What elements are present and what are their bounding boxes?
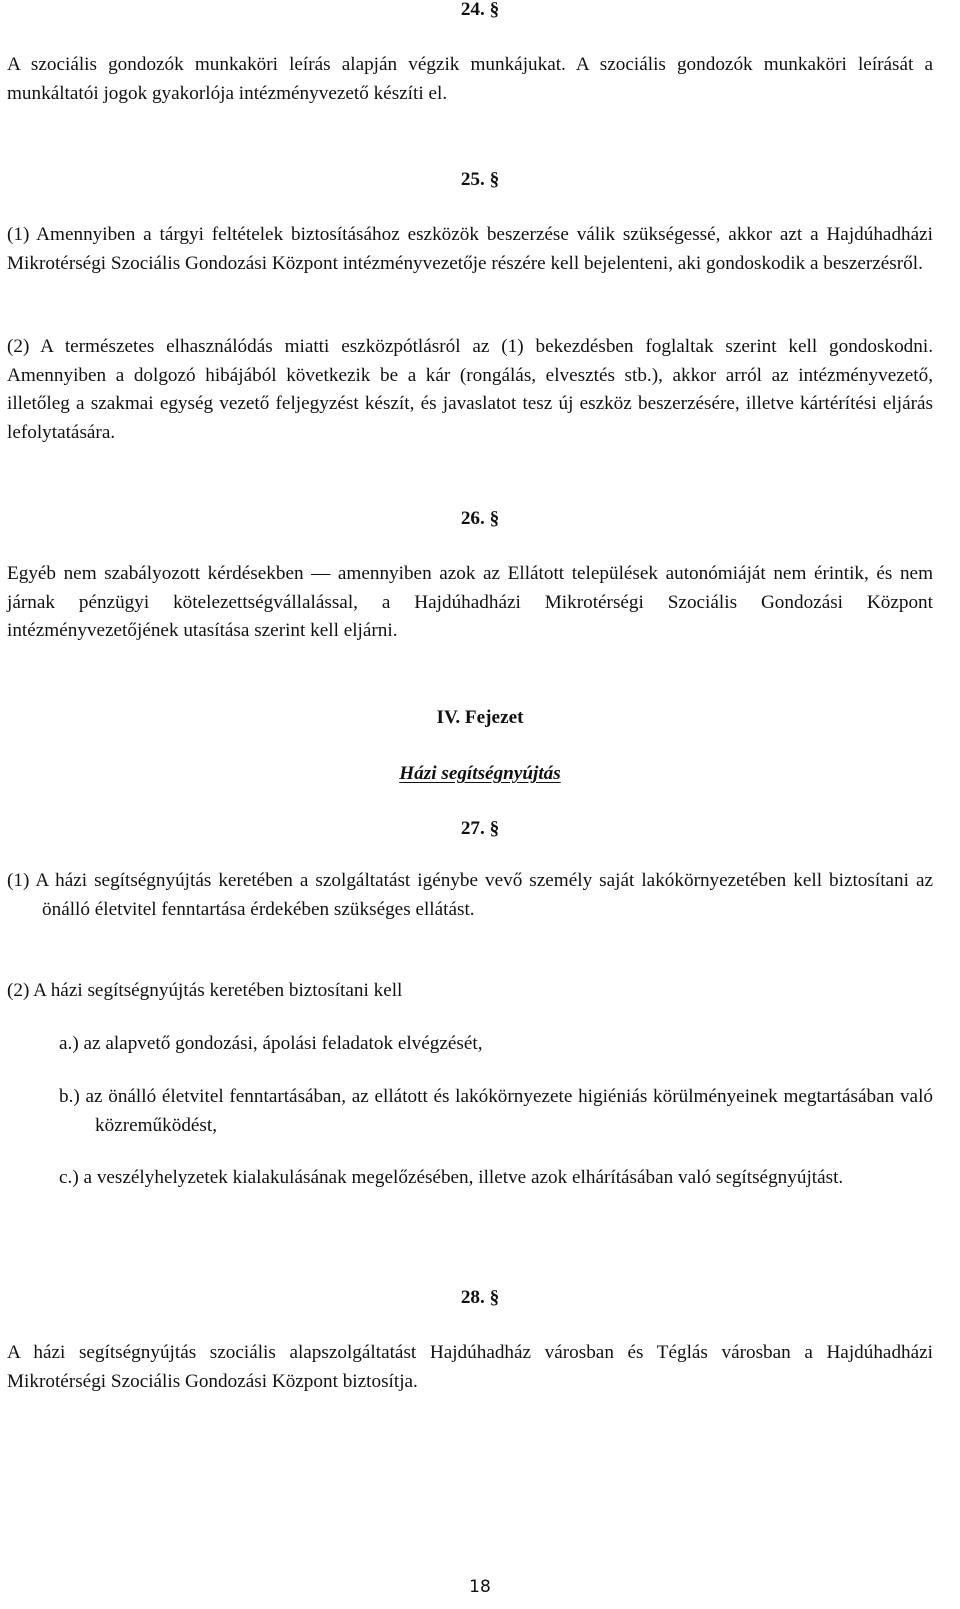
paragraph-27-2: (2) A házi segítségnyújtás keretében biztosítani kell [7,980,403,1001]
chapter-title: Házi segítségnyújtás [399,763,561,784]
list-item-b: b.) az önálló életvitel fenntartásában, az ellátott és lakókörnyezete higiéniás körülményeinek megtartásában való közreműködést, [59,1086,933,1136]
chapter-heading: IV. Fejezet [436,707,524,728]
section-heading-26: 26. § [460,508,500,529]
section-heading-24: 24. § [460,0,500,20]
paragraph-27-1: (1) A házi segítségnyújtás keretében a szolgáltatást igénybe vevő személy saját lakókörnyezetében kell biztosítani az önálló életvitel fenntartása érdekében szükséges ellátást. [7,870,933,920]
paragraph-26: Egyéb nem szabályozott kérdésekben — amennyiben azok az Ellátott települések autonómiáját nem érintik, és nem járnak pénzügyi kötelezettségvállalással, a Hajdúhadházi Mikrotérségi Szociális Gondozási Központ intézményvezetőjének utasítása szerint kell eljárni. [7,563,933,641]
paragraph-25-1: (1) Amennyiben a tárgyi feltételek biztosításához eszközök beszerzése válik szükségessé, akkor azt a Hajdúhadházi Mikrotérségi Szociális Gondozási Központ intézményvezetője részére kell bejelenteni, aki gondoskodik a beszerzésről. [7,224,933,274]
page-number: 18 [469,1577,491,1597]
section-heading-25: 25. § [460,169,500,190]
section-heading-28: 28. § [460,1287,500,1308]
list-item-c: c.) a veszélyhelyzetek kialakulásának megelőzésében, illetve azok elhárításában való segítségnyújtást. [59,1167,844,1188]
paragraph-24: A szociális gondozók munkaköri leírás alapján végzik munkájukat. A szociális gondozók munkaköri leírását a munkáltatói jogok gyakorlója intézményvezető készíti el. [7,54,933,104]
paragraph-28: A házi segítségnyújtás szociális alapszolgáltatást Hajdúhadház városban és Téglás városban a Hajdúhadházi Mikrotérségi Szociális Gondozási Központ biztosítja. [7,1342,933,1392]
section-heading-27: 27. § [460,818,500,839]
paragraph-25-2: (2) A természetes elhasználódás miatti eszközpótlásról az (1) bekezdésben foglaltak szerint kell gondoskodni. Amennyiben a dolgozó hibájából következik be a kár (rongálás, elvesztés stb.), akkor arról az intézményvezető, illetőleg a szakmai egység vezető feljegyzést készít, és javaslatot tesz új eszköz beszerzésére, illetve kártérítési eljárás lefolytatására. [7,336,933,443]
list-item-a: a.) az alapvető gondozási, ápolási feladatok elvégzését, [59,1033,483,1054]
